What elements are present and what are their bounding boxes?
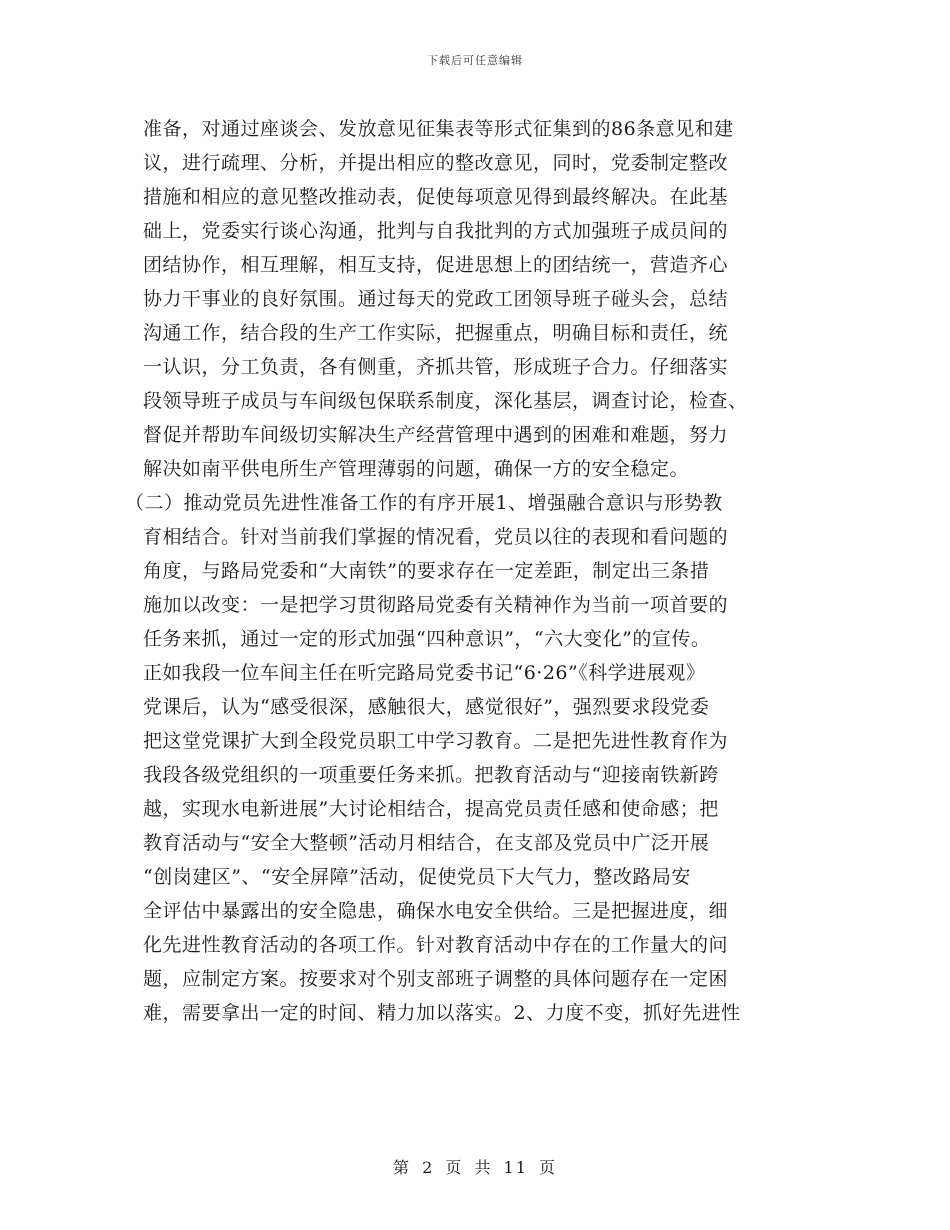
body-line: 题，应制定方案。按要求对个别支部班子调整的具体问题存在一定困: [143, 968, 729, 990]
header-note: 下载后可任意编辑: [427, 54, 523, 67]
body-line: 正如我段一位车间主任在听完路局党委书记“6·26”《科学进展观》: [143, 662, 706, 684]
body-line: 团结协作，相互理解，相互支持，促进思想上的团结统一，营造齐心: [143, 254, 729, 276]
body-line: 任务来抓，通过一定的形式加强“四种意识”，“六大变化”的宣传。: [143, 628, 711, 650]
body-line: 角度，与路局党委和“大南铁”的要求存在一定差距，制定出三条措: [143, 560, 710, 582]
body-line: 施加以改变：一是把学习贯彻路局党委有关精神作为当前一项首要的: [143, 594, 729, 616]
body-line: 一认识，分工负责，各有侧重，齐抓共管，形成班子合力。仔细落实: [143, 356, 729, 378]
body-line: 解决如南平供电所生产管理薄弱的问题，确保一方的安全稳定。: [143, 458, 690, 480]
body-line: 化先进性教育活动的各项工作。针对教育活动中存在的工作量大的问: [143, 934, 729, 956]
body-line: 准备，对通过座谈会、发放意见征集表等形式征集到的86条意见和建: [143, 118, 734, 140]
document-body: [125, 112, 813, 1030]
body-line: 督促并帮助车间级切实解决生产经营管理中遇到的困难和难题，努力: [143, 424, 729, 446]
body-line: “创岗建区”、“安全屏障”活动，促使党员下大气力，整改路局安: [143, 866, 691, 888]
body-line: 育相结合。针对当前我们掌握的情况看，党员以往的表现和看问题的: [143, 526, 729, 548]
body-line: 协力干事业的良好氛围。通过每天的党政工团领导班子碰头会，总结: [143, 288, 729, 310]
page-number: 第 2 页 共 11 页: [393, 1158, 557, 1177]
body-line: 础上，党委实行谈心沟通，批判与自我批判的方式加强班子成员间的: [143, 220, 729, 242]
body-line: 教育活动与“安全大整顿”活动月相结合，在支部及党员中广泛开展: [143, 832, 710, 854]
body-line: 我段各级党组织的一项重要任务来抓。把教育活动与“迎接南铁新跨: [143, 764, 719, 786]
body-line: 段领导班子成员与车间级包保联系制度，深化基层，调查讨论，检查、: [143, 390, 748, 412]
body-line: 措施和相应的意见整改推动表，促使每项意见得到最终解决。在此基: [143, 186, 729, 208]
body-line: 党课后，认为“感受很深，感触很大，感觉很好”，强烈要求段党委: [143, 696, 710, 718]
body-line: 全评估中暴露出的安全隐患，确保水电安全供给。三是把握进度，细: [143, 900, 729, 922]
body-line: 越，实现水电新进展”大讨论相结合，提高党员责任感和使命感；把: [143, 798, 719, 820]
body-line: 把这堂党课扩大到全段党员职工中学习教育。二是把先进性教育作为: [143, 730, 729, 752]
body-line: 议，进行疏理、分析，并提出相应的整改意见，同时，党委制定整改: [143, 152, 729, 174]
body-line: 沟通工作，结合段的生产工作实际，把握重点，明确目标和责任，统: [143, 322, 729, 344]
section-heading-line: （二）推动党员先进性准备工作的有序开展1、增强融合意识与形势教: [125, 492, 723, 514]
body-line: 难，需要拿出一定的时间、精力加以落实。2、力度不变，抓好先进性: [143, 1002, 741, 1024]
